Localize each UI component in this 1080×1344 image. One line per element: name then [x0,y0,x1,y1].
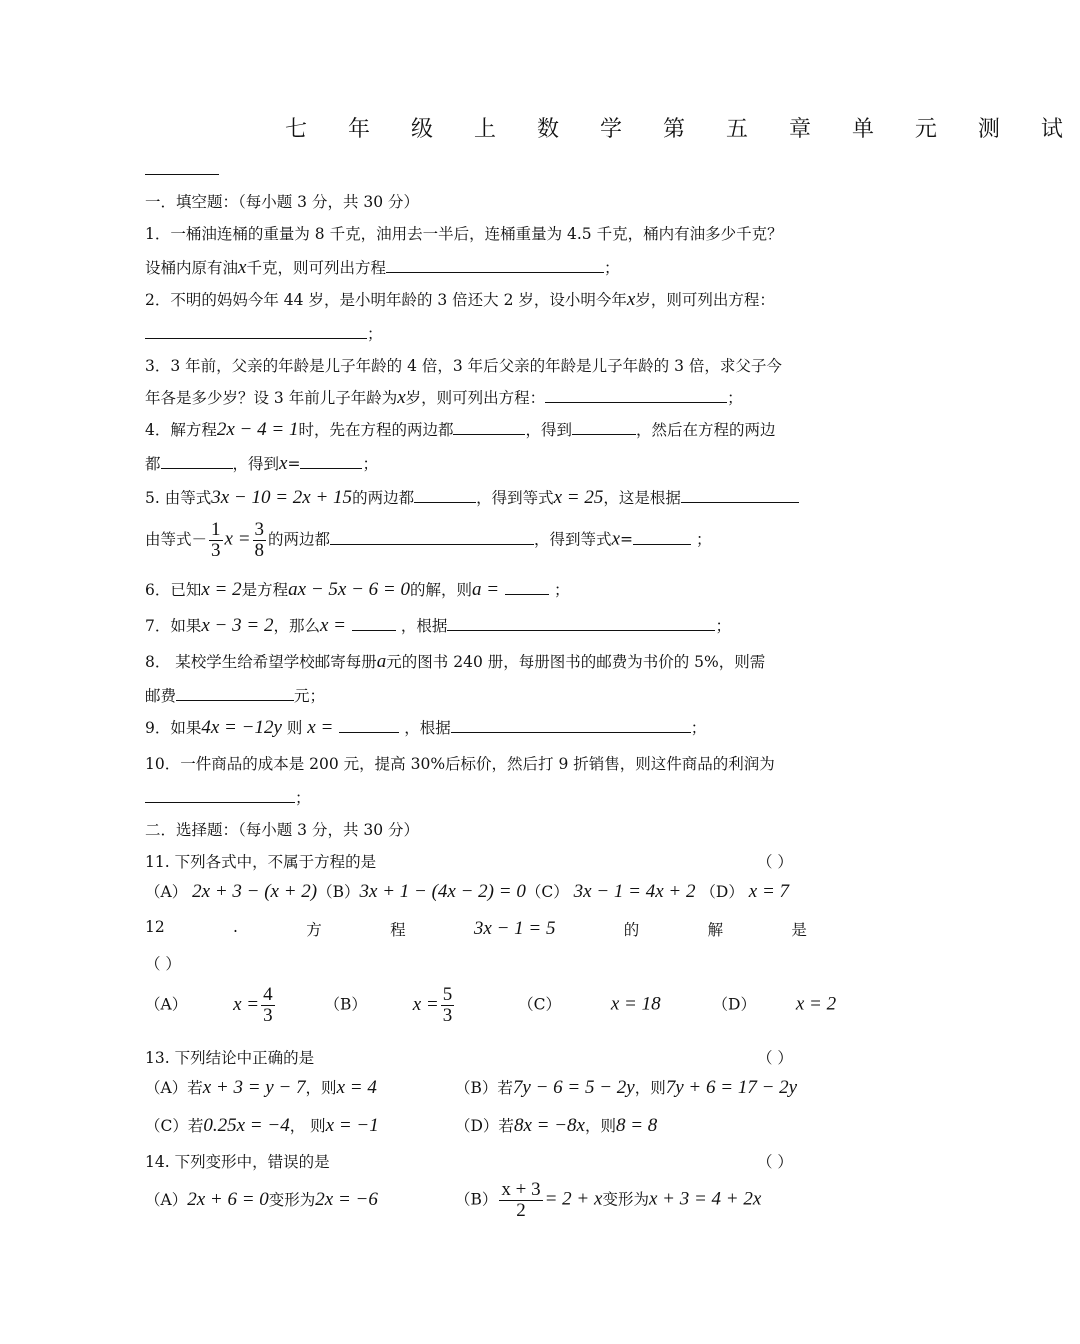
q5-line1: 5. 由等式3x − 10 = 2x + 15的两边都 ，得到等式x = 25，这是根据 [145,486,799,509]
q13-option-c[interactable]: （C）若0.25x = −4， 则x = −1 [145,1115,379,1136]
q12-option-d[interactable]: x = 2 [795,993,837,1015]
page-title: 七 年 级 上 数 学 第 五 章 单 元 测 试 [285,117,1080,142]
q1-answer-blank[interactable] [386,258,604,273]
q11-option-d[interactable]: x = 7 [748,881,790,902]
q11-options: （A） 2x + 3 − (x + 2)（B）3x + 1 − (4x − 2) = 0（C） 3x − 1 = 4x + 2 （D） x = 7 [145,881,790,902]
q12-options: （A） x = $\frac{4}{3}$ （B） x = $\frac{5}{3}$ （C） x = 18 （D） x = 2 [145,984,837,1026]
q9-line: 9．如果4x = −12y 则 x = ，根据 ； [145,717,707,738]
q5-fraction-2: $\frac{3}{8}$ [254,519,265,561]
q7-blank-2[interactable] [447,616,715,631]
q10-line2: ； [145,786,311,808]
q14-stem: 14. 下列变形中，错误的是 [145,1153,330,1171]
q14-answer-paren[interactable]: （ ） [757,1153,793,1171]
q2-line1: 2．不明的妈妈今年 44 岁，是小明年龄的 3 倍还大 2 岁，设小明今年x岁，则可列出方程： [145,289,775,310]
q3-answer-blank[interactable] [545,388,727,403]
section2-heading: 二．选择题：（每小题 3 分，共 30 分） [145,821,420,839]
q4-blank-2[interactable] [572,420,636,435]
q12-answer-paren[interactable]: （ ） [145,955,181,973]
q1-line2: 设桶内原有油x千克，则可列出方程 ； [145,257,620,278]
q5-line2: 由等式－ $\frac{1}{3}$ x = $\frac{3}{8}$ 的两边都 ，得到等式x= ； [145,519,712,561]
q5-fraction-1: $\frac{1}{3}$ [211,519,221,561]
q13-option-b[interactable]: （B）若7y − 6 = 5 − 2y，则7y + 6 = 17 − 2y [455,1077,798,1098]
q4-blank-4[interactable] [300,454,362,469]
name-underline [145,174,219,175]
q10-blank[interactable] [145,788,295,803]
q13-option-d[interactable]: （D）若8x = −8x，则8 = 8 [455,1115,658,1136]
q7-blank-1[interactable] [352,616,396,631]
q14-option-b[interactable]: （B） $\frac{x + 3}{2}$ = 2 + x变形为x + 3 = 4 + 2x [455,1179,762,1221]
q2-line2: ； [145,322,383,344]
q12-stem: 12 . 方 程 3x − 1 = 5 的 解 是 [145,918,807,939]
q11-stem: 11. 下列各式中，不属于方程的是 [145,853,377,871]
q6-line: 6．已知x = 2是方程ax − 5x − 6 = 0的解，则a = ； [145,579,570,600]
q3-line1: 3．3 年前，父亲的年龄是儿子年龄的 4 倍，3 年后父亲的年龄是儿子年龄的 3 倍，求父子今 [145,357,782,375]
q11-option-a[interactable]: 2x + 3 − (x + 2) [192,881,318,902]
q9-blank-2[interactable] [451,718,691,733]
q11-option-b[interactable]: 3x + 1 − (4x − 2) = 0 [359,881,526,902]
q1-line1: 1．一桶油连桶的重量为 8 千克，油用去一半后，连桶重量为 4.5 千克，桶内有油多少千克？ [145,225,783,243]
q4-line2: 都 ，得到x= ； [145,453,378,474]
q8-blank[interactable] [176,686,294,701]
q4-blank-1[interactable] [453,420,525,435]
q7-line: 7．如果x − 3 = 2，那么x = ，根据 ； [145,615,731,636]
q6-blank[interactable] [505,580,549,595]
q2-answer-blank[interactable] [145,324,367,339]
q5-blank-2[interactable] [681,488,799,503]
q11-answer-paren[interactable]: （ ） [757,853,793,871]
q12-option-a[interactable]: x = $\frac{4}{3}$ [233,984,273,1026]
q4-line1: 4．解方程2x − 4 = 1时，先在方程的两边都 ，得到 ，然后在方程的两边 [145,419,776,440]
q11-option-c[interactable]: 3x − 1 = 4x + 2 [573,881,696,902]
q5-blank-3[interactable] [330,530,534,545]
q8-line2: 邮费 元； [145,687,326,705]
q9-blank-1[interactable] [339,718,399,733]
q13-answer-paren[interactable]: （ ） [757,1049,793,1067]
q14-option-a[interactable]: （A）2x + 6 = 0变形为2x = −6 [145,1189,378,1210]
q5-blank-1[interactable] [414,488,476,503]
q12-option-c[interactable]: x = 18 [610,993,661,1015]
q10-line1: 10．一件商品的成本是 200 元，提高 30%后标价，然后打 9 折销售，则这件商品的利润为 [145,755,775,773]
q13-option-a[interactable]: （A）若x + 3 = y − 7，则x = 4 [145,1077,377,1098]
q3-line2: 年各是多少岁？设 3 年前儿子年龄为x岁，则可列出方程： ； [145,387,743,408]
q5-blank-4[interactable] [633,530,691,545]
q13-stem: 13. 下列结论中正确的是 [145,1049,315,1067]
q4-blank-3[interactable] [161,454,233,469]
q8-line1: 8． 某校学生给希望学校邮寄每册a元的图书 240 册，每册图书的邮费为书价的 5%，则需 [145,651,766,672]
q12-option-b[interactable]: x = $\frac{5}{3}$ [412,984,453,1026]
section1-heading: 一．填空题：（每小题 3 分，共 30 分） [145,193,420,211]
